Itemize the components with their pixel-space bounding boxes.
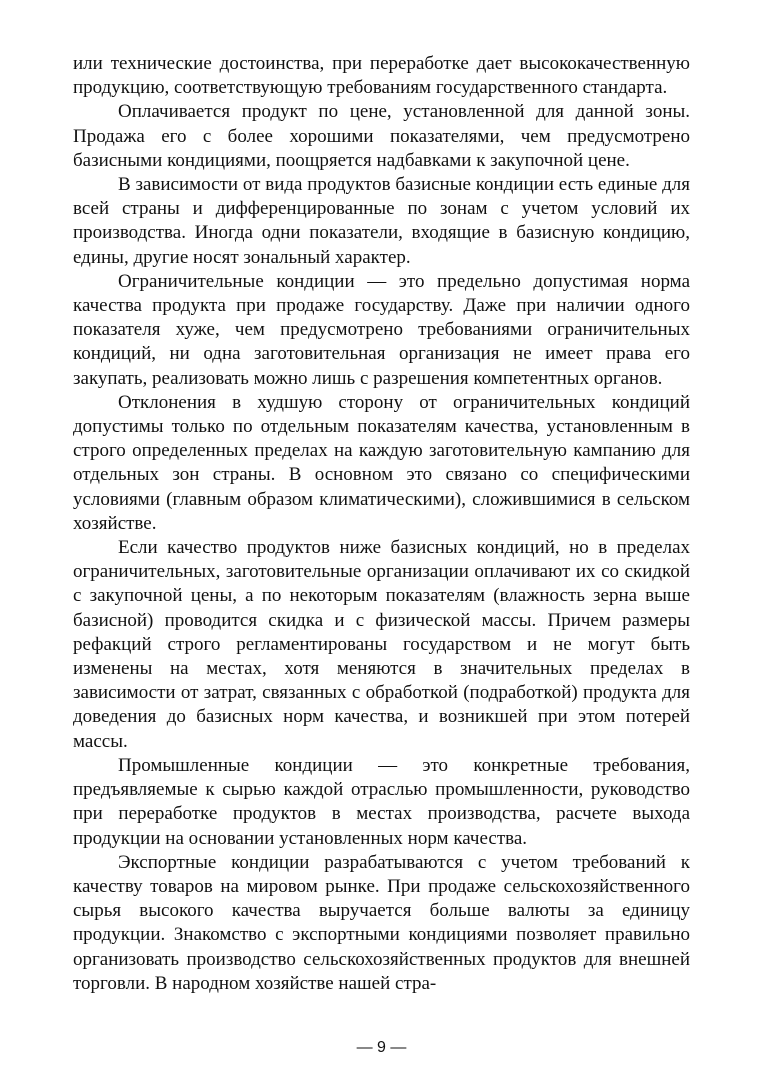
- paragraph-restrictive-conditions: Ограничительные кондиции — это предельно допустимая норма качества продукта при продаже государству. Даже при наличии одного показателя хуже, чем предусмотрено требованиями ограничительных кондиций, ни одна заготовительная организация не имеет права его закупать, реализовать можно лишь с разрешения компетентных органов.: [73, 270, 690, 389]
- paragraph-industrial-conditions: Промышленные кондиции — это конкретные требования, предъявляемые к сырью каждой отраслью промышленности, руководство при переработке продуктов в местах производства, расчете выхода продукции на основании установленных норм качества.: [73, 754, 690, 849]
- paragraph-quality-below-basic: Если качество продуктов ниже базисных кондиций, но в пределах ограничительных, заготовительные организации оплачивают их со скидкой с закупочной цены, а по некоторым показателям (влажность зерна выше базисной) проводится скидка и с физической массы. Причем размеры рефакций строго регламентированы государством и не могут быть изменены на местах, хотя меняются в значительных пределах в зависимости от затрат, связанных с обработкой (подработкой) продукта для доведения до базисных норм качества, и возникшей при этом потерей массы.: [73, 537, 690, 752]
- paragraph-continuation: или технические достоинства, при переработке дает высококачественную продукцию, соответствующую требованиям государственного стандарта.: [73, 53, 690, 99]
- paragraph-deviations: Отклонения в худшую сторону от ограничительных кондиций допустимы только по отдельным показателям качества, установленным в строго определенных пределах на каждую заготовительную кампанию для отдельных зон страны. В основном это связано со специфическими условиями (главным образом климатическими), сложившимися в сельском хозяйстве.: [73, 391, 690, 534]
- page-number: — 9 —: [356, 1039, 407, 1056]
- page-body: [73, 52, 690, 996]
- paragraph-basic-conditions: В зависимости от вида продуктов базисные кондиции есть единые для всей страны и дифференцированные по зонам с учетом условий их производства. Иногда одни показатели, входящие в базисную кондицию, едины, другие носят зональный характер.: [73, 174, 690, 268]
- paragraph-export-conditions: Экспортные кондиции разрабатываются с учетом требований к качеству товаров на мировом рынке. При продаже сельскохозяйственного сырья высокого качества выручается больше валюты за единицу продукции. Знакомство с экспортными кондициями позволяет правильно организовать производство сельскохозяйственных продуктов для внешней торговли. В народном хозяйстве нашей стра-: [73, 851, 690, 994]
- paragraph-payment: Оплачивается продукт по цене, установленной для данной зоны. Продажа его с более хорошими показателями, чем предусмотрено базисными кондициями, поощряется надбавками к закупочной цене.: [73, 101, 690, 171]
